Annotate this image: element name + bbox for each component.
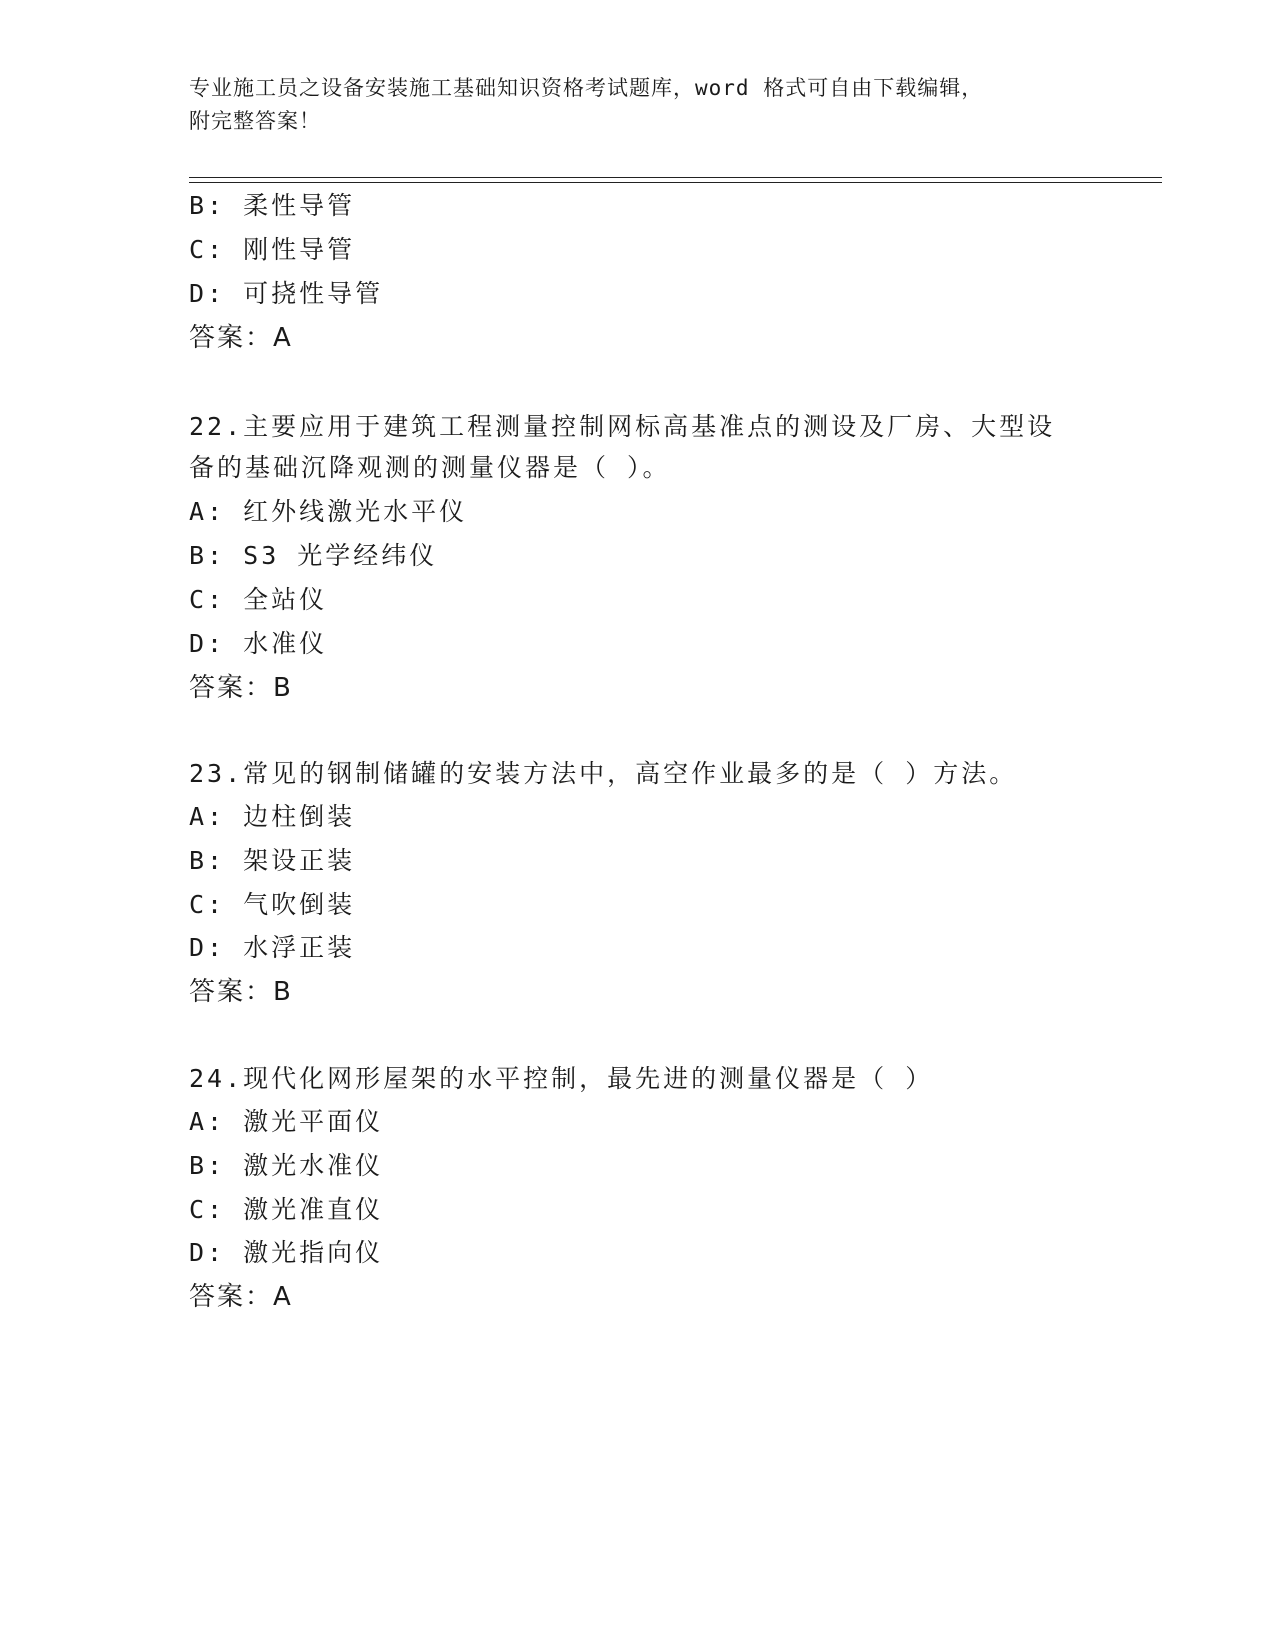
- header-divider-top: [189, 177, 1162, 178]
- q24-option-b: B: 激光水准仪: [189, 1151, 384, 1180]
- q24-option-d: D: 激光指向仪: [189, 1238, 384, 1267]
- q21-option-c: C: 刚性导管: [189, 235, 356, 264]
- q21-option-b: B: 柔性导管: [189, 191, 356, 220]
- q24-option-c: C: 激光准直仪: [189, 1195, 384, 1224]
- header-divider-bottom: [189, 182, 1162, 183]
- q22-option-c: C: 全站仪: [189, 585, 328, 614]
- header-line-2: 附完整答案！: [189, 109, 321, 133]
- q22-question-line-1: 22.主要应用于建筑工程测量控制网标高基准点的测设及厂房、大型设: [189, 412, 1056, 441]
- q24-answer: 答案：A: [189, 1282, 293, 1312]
- q23-option-d: D: 水浮正装: [189, 933, 356, 962]
- q24-option-a: A: 激光平面仪: [189, 1107, 384, 1136]
- q24-question: 24.现代化网形屋架的水平控制，最先进的测量仪器是（ ）: [189, 1064, 934, 1093]
- q21-answer: 答案：A: [189, 323, 293, 353]
- document-header: [189, 72, 1089, 138]
- header-line-1: 专业施工员之设备安装施工基础知识资格考试题库，word 格式可自由下载编辑，: [189, 76, 984, 100]
- q22-option-d: D: 水准仪: [189, 629, 328, 658]
- q21-option-d: D: 可挠性导管: [189, 279, 384, 308]
- q23-answer: 答案：B: [189, 977, 293, 1007]
- q22-option-a: A: 红外线激光水平仪: [189, 497, 468, 526]
- q22-answer: 答案：B: [189, 673, 293, 703]
- q22-question-line-2: 备的基础沉降观测的测量仪器是（ ）。: [189, 453, 671, 482]
- q23-option-c: C: 气吹倒装: [189, 890, 356, 919]
- q23-option-b: B: 架设正装: [189, 846, 356, 875]
- q23-question: 23.常见的钢制储罐的安装方法中，高空作业最多的是（ ）方法。: [189, 759, 1018, 788]
- q23-option-a: A: 边柱倒装: [189, 802, 356, 831]
- q22-option-b: B: S3 光学经纬仪: [189, 541, 438, 570]
